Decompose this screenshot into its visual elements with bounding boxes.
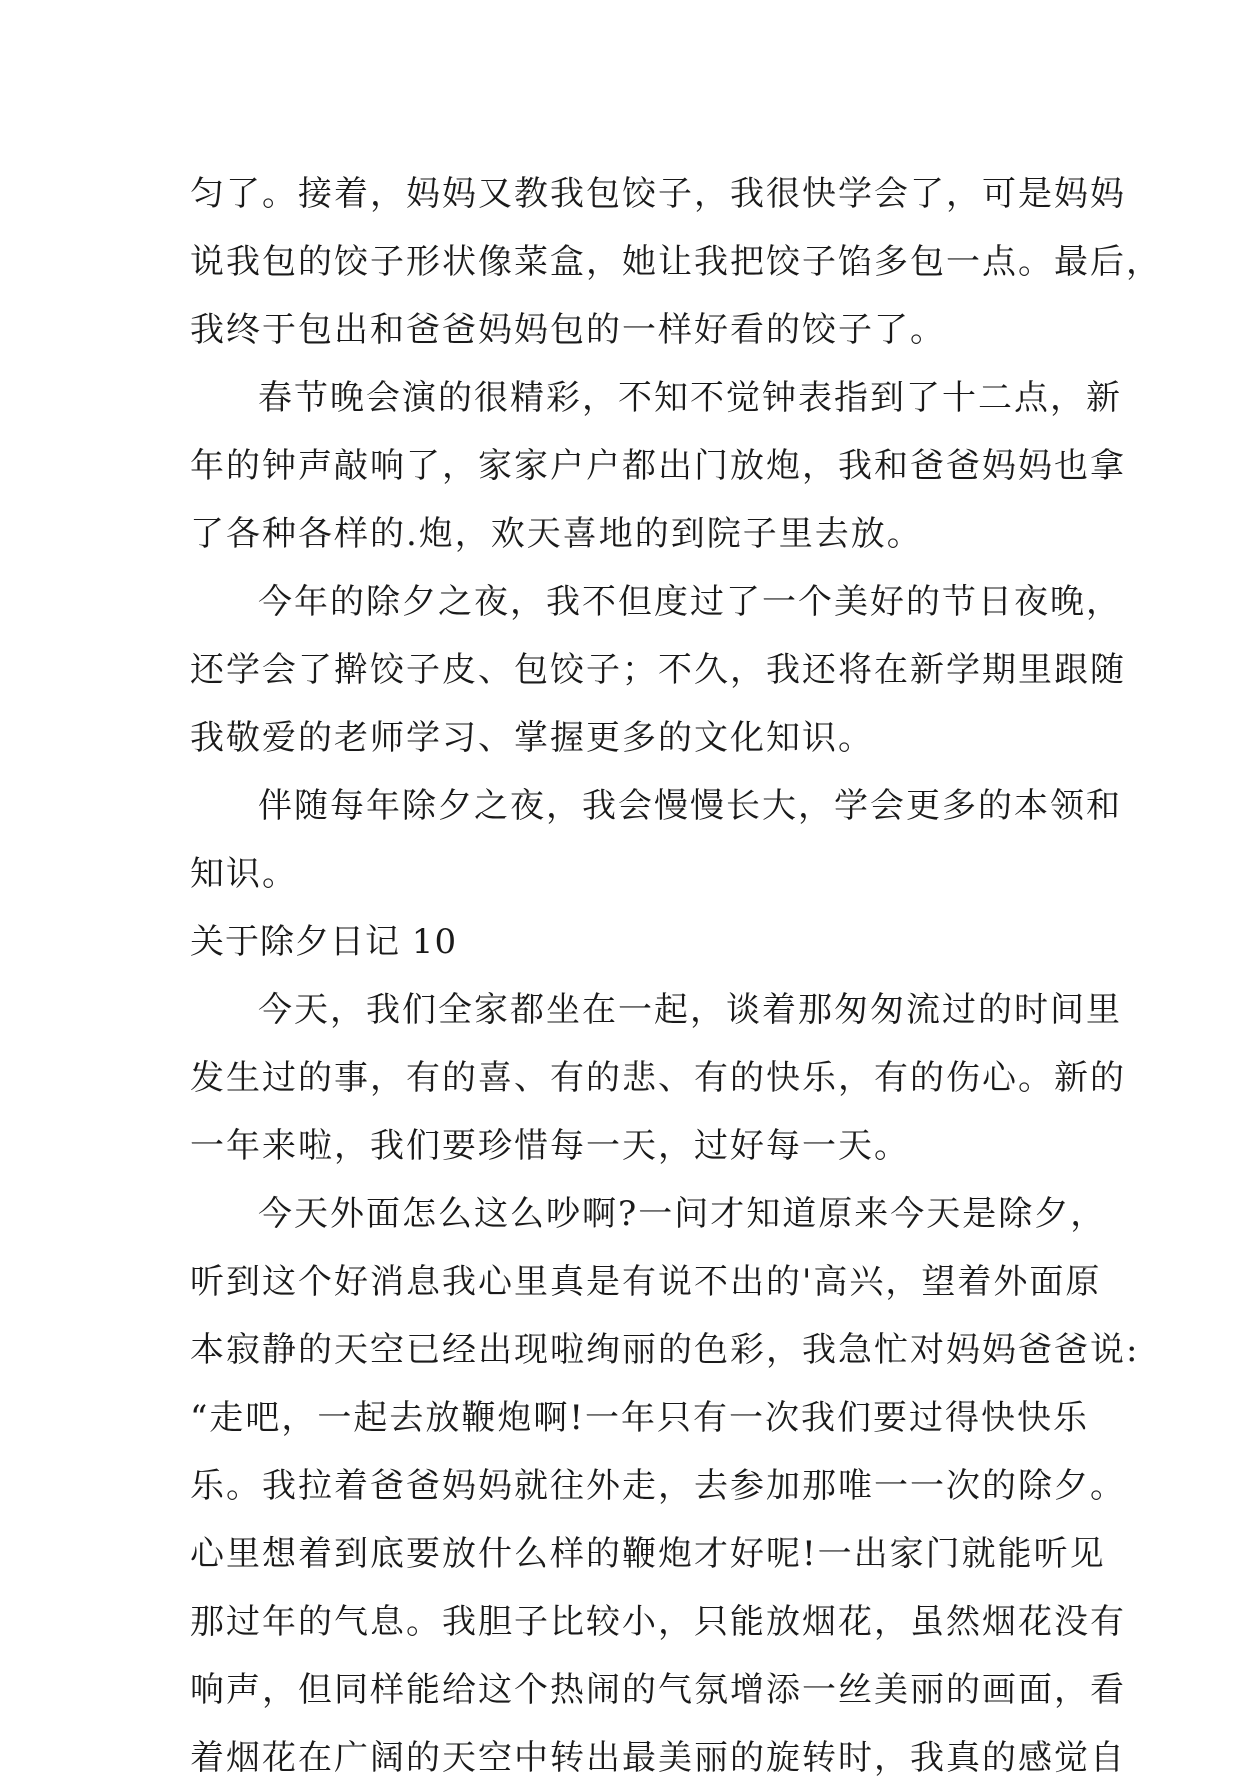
text-line: 说我包的饺子形状像菜盒，她让我把饺子馅多包一点。最后， bbox=[190, 242, 1162, 282]
paragraph-start-line: 伴随每年除夕之夜，我会慢慢长大，学会更多的本领和 bbox=[258, 786, 1122, 826]
paragraph-start-line: 今年的除夕之夜，我不但度过了一个美好的节日夜晚， bbox=[258, 582, 1122, 622]
text-line: 知识。 bbox=[190, 854, 298, 894]
text-line: 年的钟声敲响了，家家户户都出门放炮，我和爸爸妈妈也拿 bbox=[190, 446, 1126, 486]
text-line: 了各种各样的.炮，欢天喜地的到院子里去放。 bbox=[190, 514, 923, 554]
text-line: 我敬爱的老师学习、掌握更多的文化知识。 bbox=[190, 718, 874, 758]
text-line: 我终于包出和爸爸妈妈包的一样好看的饺子了。 bbox=[190, 310, 946, 350]
text-line: 发生过的事，有的喜、有的悲、有的快乐，有的伤心。新的 bbox=[190, 1058, 1126, 1098]
text-line: 着烟花在广阔的天空中转出最美丽的旋转时，我真的感觉自 bbox=[190, 1738, 1126, 1778]
text-line: 心里想着到底要放什么样的鞭炮才好呢!一出家门就能听见 bbox=[190, 1534, 1106, 1574]
paragraph-start-line: 春节晚会演的很精彩，不知不觉钟表指到了十二点，新 bbox=[258, 378, 1122, 418]
text-line: 一年来啦，我们要珍惜每一天，过好每一天。 bbox=[190, 1126, 910, 1166]
text-line: 乐。我拉着爸爸妈妈就往外走，去参加那唯一一次的除夕。 bbox=[190, 1466, 1126, 1506]
text-line: 响声，但同样能给这个热闹的气氛增添一丝美丽的画面，看 bbox=[190, 1670, 1126, 1710]
section-heading: 关于除夕日记 10 bbox=[190, 922, 458, 962]
text-line: “走吧，一起去放鞭炮啊!一年只有一次我们要过得快快乐 bbox=[190, 1398, 1090, 1438]
document-body bbox=[190, 160, 1162, 1792]
paragraph-start-line: 今天，我们全家都坐在一起，谈着那匆匆流过的时间里 bbox=[258, 990, 1122, 1030]
text-line: 那过年的气息。我胆子比较小，只能放烟花，虽然烟花没有 bbox=[190, 1602, 1126, 1642]
text-line: 本寂静的天空已经出现啦绚丽的色彩，我急忙对妈妈爸爸说: bbox=[190, 1330, 1140, 1370]
text-line: 听到这个好消息我心里真是有说不出的'高兴，望着外面原 bbox=[190, 1262, 1102, 1302]
text-line: 匀了。接着，妈妈又教我包饺子，我很快学会了，可是妈妈 bbox=[190, 174, 1126, 214]
paragraph-start-line: 今天外面怎么这么吵啊?一问才知道原来今天是除夕， bbox=[258, 1194, 1107, 1234]
text-line: 还学会了擀饺子皮、包饺子；不久，我还将在新学期里跟随 bbox=[190, 650, 1126, 690]
